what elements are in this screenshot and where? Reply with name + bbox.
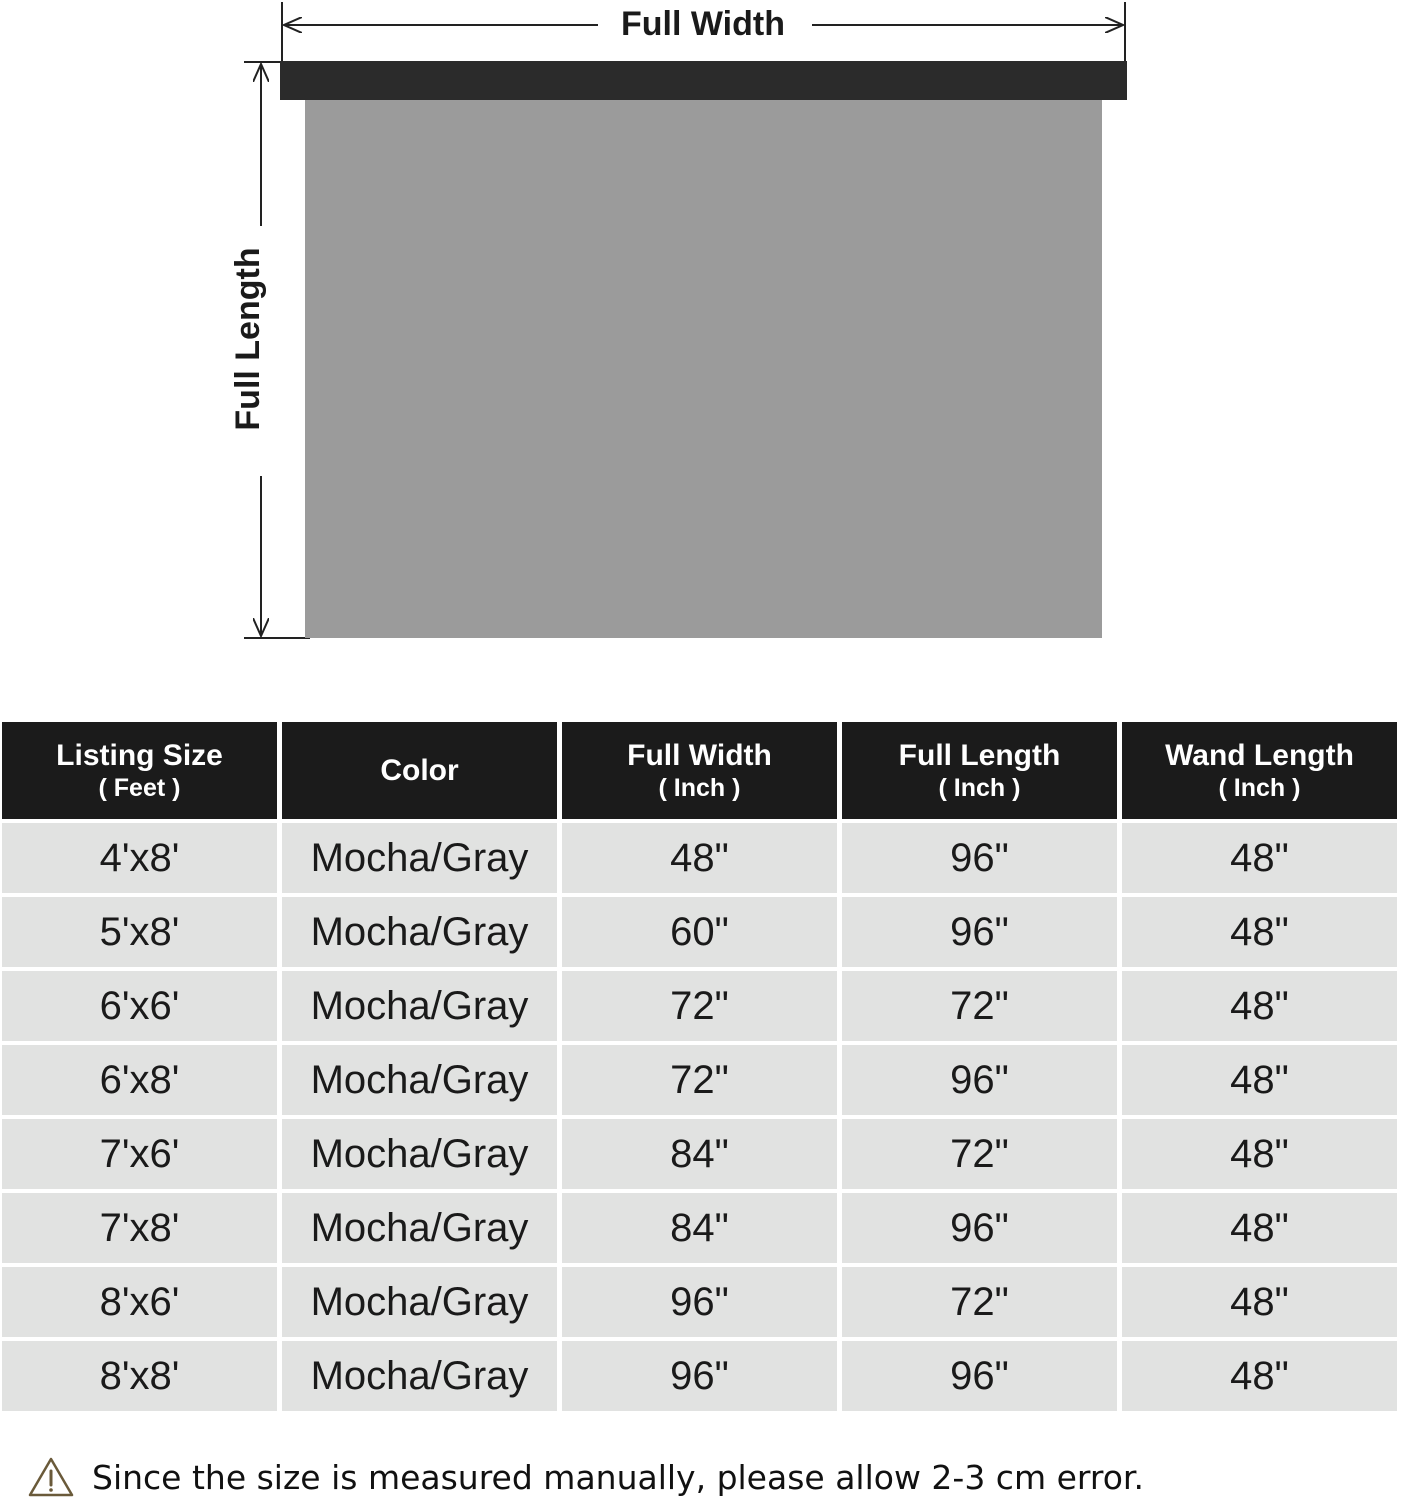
cell-full-width: 72" bbox=[562, 971, 837, 1041]
cell-wand-length: 48" bbox=[1122, 1119, 1397, 1189]
cell-full-length: 72" bbox=[842, 971, 1117, 1041]
cell-listing-size: 7'x8' bbox=[2, 1193, 277, 1263]
cell-full-width: 72" bbox=[562, 1045, 837, 1115]
cell-full-length: 72" bbox=[842, 1267, 1117, 1337]
cell-color: Mocha/Gray bbox=[282, 1267, 557, 1337]
cell-full-length: 96" bbox=[842, 1045, 1117, 1115]
table-row bbox=[2, 1267, 1397, 1337]
header-main-label: Full Width bbox=[627, 738, 772, 772]
full-width-label: Full Width bbox=[621, 5, 785, 43]
cell-color: Mocha/Gray bbox=[282, 897, 557, 967]
cell-full-length: 96" bbox=[842, 897, 1117, 967]
header-main-label: Full Length bbox=[898, 738, 1061, 772]
cell-listing-size: 5'x8' bbox=[2, 897, 277, 967]
cell-color: Mocha/Gray bbox=[282, 1341, 557, 1411]
cell-listing-size: 4'x8' bbox=[2, 823, 277, 893]
table-row bbox=[2, 971, 1397, 1041]
cell-color: Mocha/Gray bbox=[282, 1119, 557, 1189]
cell-wand-length: 48" bbox=[1122, 1267, 1397, 1337]
cell-wand-length: 48" bbox=[1122, 1193, 1397, 1263]
warning-triangle-icon bbox=[28, 1456, 74, 1498]
cell-wand-length: 48" bbox=[1122, 897, 1397, 967]
cell-full-width: 60" bbox=[562, 897, 837, 967]
header-main-label: Color bbox=[380, 753, 459, 787]
measurement-note bbox=[28, 1452, 1144, 1502]
headrail bbox=[280, 61, 1127, 100]
cell-color: Mocha/Gray bbox=[282, 971, 557, 1041]
cell-listing-size: 8'x6' bbox=[2, 1267, 277, 1337]
table-header-row bbox=[2, 722, 1397, 819]
header-main-label: Listing Size bbox=[56, 738, 223, 772]
cell-color: Mocha/Gray bbox=[282, 1045, 557, 1115]
table-row bbox=[2, 1341, 1397, 1411]
dimension-diagram bbox=[0, 0, 1402, 660]
table-row bbox=[2, 897, 1397, 967]
cell-color: Mocha/Gray bbox=[282, 823, 557, 893]
cell-wand-length: 48" bbox=[1122, 823, 1397, 893]
header-full-width bbox=[562, 722, 837, 819]
table-row bbox=[2, 1045, 1397, 1115]
size-table bbox=[0, 718, 1402, 1415]
cell-full-length: 96" bbox=[842, 1341, 1117, 1411]
shade-fabric bbox=[305, 100, 1102, 638]
cell-color: Mocha/Gray bbox=[282, 1193, 557, 1263]
cell-full-width: 96" bbox=[562, 1341, 837, 1411]
cell-listing-size: 7'x6' bbox=[2, 1119, 277, 1189]
full-length-label: Full Length bbox=[229, 247, 267, 431]
header-unit-label: ( Inch ) bbox=[938, 773, 1021, 802]
cell-wand-length: 48" bbox=[1122, 1341, 1397, 1411]
note-text: Since the size is measured manually, please allow 2-3 cm error. bbox=[92, 1457, 1144, 1497]
table-row bbox=[2, 1119, 1397, 1189]
cell-full-length: 96" bbox=[842, 1193, 1117, 1263]
header-listing-size bbox=[2, 722, 277, 819]
header-unit-label: ( Inch ) bbox=[658, 773, 741, 802]
header-unit-label: ( Feet ) bbox=[98, 773, 181, 802]
cell-full-width: 48" bbox=[562, 823, 837, 893]
header-color bbox=[282, 722, 557, 819]
cell-full-width: 84" bbox=[562, 1193, 837, 1263]
cell-wand-length: 48" bbox=[1122, 971, 1397, 1041]
cell-listing-size: 8'x8' bbox=[2, 1341, 277, 1411]
table-row bbox=[2, 1193, 1397, 1263]
header-main-label: Wand Length bbox=[1165, 738, 1354, 772]
cell-full-width: 84" bbox=[562, 1119, 837, 1189]
header-wand-length bbox=[1122, 722, 1397, 819]
cell-wand-length: 48" bbox=[1122, 1045, 1397, 1115]
cell-full-length: 72" bbox=[842, 1119, 1117, 1189]
table-row bbox=[2, 823, 1397, 893]
cell-listing-size: 6'x8' bbox=[2, 1045, 277, 1115]
cell-listing-size: 6'x6' bbox=[2, 971, 277, 1041]
header-full-length bbox=[842, 722, 1117, 819]
cell-full-width: 96" bbox=[562, 1267, 837, 1337]
header-unit-label: ( Inch ) bbox=[1218, 773, 1301, 802]
cell-full-length: 96" bbox=[842, 823, 1117, 893]
